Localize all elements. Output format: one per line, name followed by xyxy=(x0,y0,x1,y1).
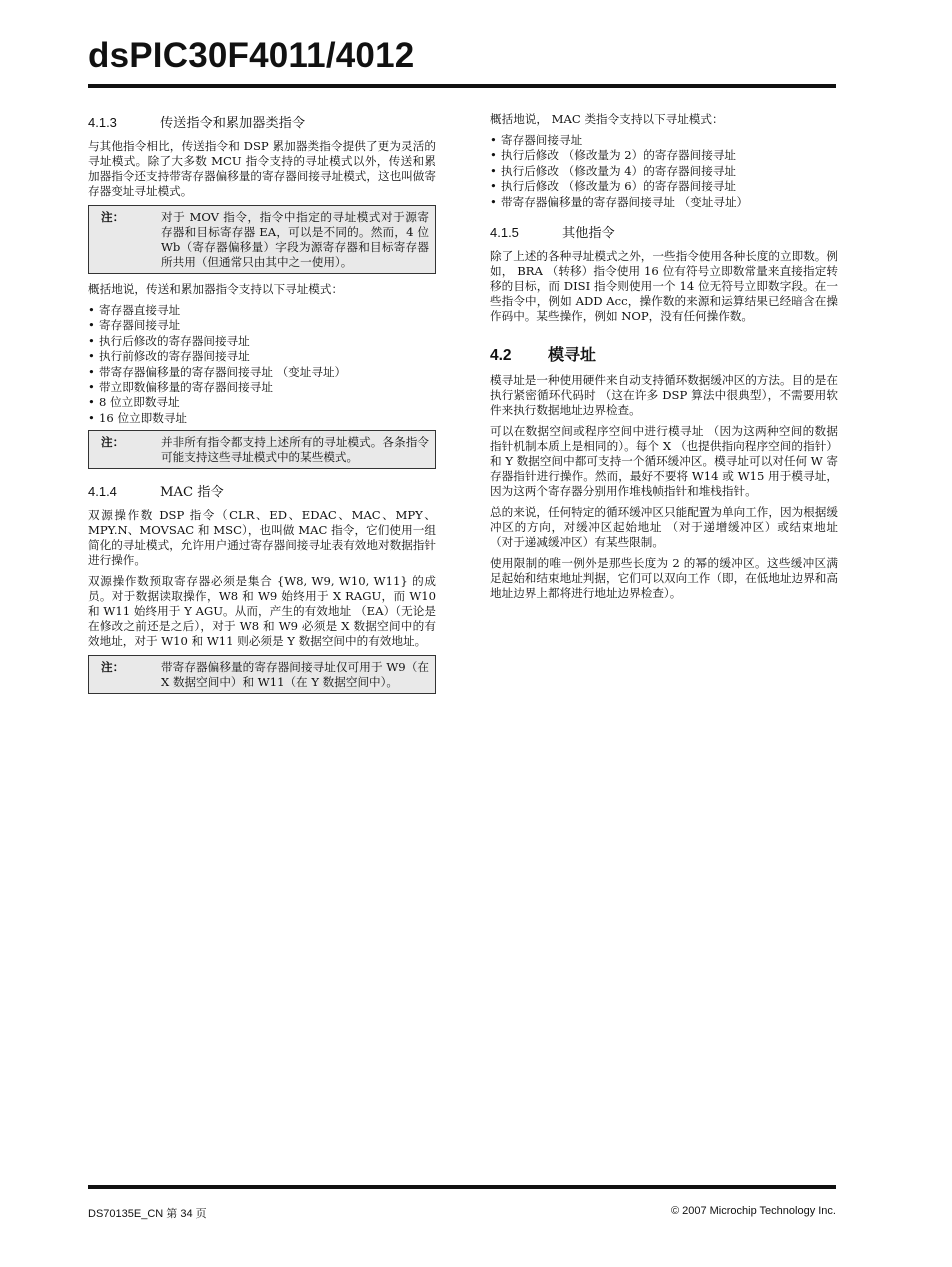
list-item: • 寄存器间接寻址 xyxy=(88,318,436,333)
list-item: • 带寄存器偏移量的寄存器间接寻址 （变址寻址） xyxy=(88,365,436,380)
paragraph: 概括地说，传送和累加器指令支持以下寻址模式： xyxy=(88,282,344,296)
note-label: 注： xyxy=(101,210,125,224)
title-rule xyxy=(88,84,836,88)
paragraph: 模寻址是一种使用硬件来自动支持循环数据缓冲区的方法。目的是在执行紧密循环代码时 （这在许多 DSP 算法中很典型），不需要用软件来执行数据地址边界检查。 xyxy=(490,373,838,418)
note-box xyxy=(88,655,436,694)
section-number: 4.1.4 xyxy=(88,484,117,500)
section-title: MAC 指令 xyxy=(160,485,224,501)
section-4-1-5-heading xyxy=(490,222,838,241)
footer-rule xyxy=(88,1185,836,1189)
note-text: 并非所有指令都支持上述所有的寻址模式。各条指令可能支持这些寻址模式中的某些模式。 xyxy=(161,435,429,465)
list-item: • 16 位立即数寻址 xyxy=(88,411,436,426)
list-item: • 8 位立即数寻址 xyxy=(88,395,436,410)
section-4-2-heading xyxy=(490,342,838,365)
paragraph: 双源操作数预取寄存器必须是集合 {W8, W9, W10, W11} 的成员。对于数据读取操作，W8 和 W9 始终用于 X RAGU，而 W10 和 W11 始终用于 Y AGU。从而，产生的有效地址 （EA）（无论是在修改之前还是之后），对于 W8 和 W9 必须是 X 数据空间中的有效地址，对于 W10 和 W11 则必须是 Y 数据空间中的有效地址。 xyxy=(88,574,436,649)
section-title: 其他指令 xyxy=(562,226,615,242)
paragraph: 总的来说，任何特定的循环缓冲区只能配置为单向工作，因为根据缓冲区的方向，对缓冲区起始地址 （对于递增缓冲区）或结束地址 （对于递减缓冲区）有某些限制。 xyxy=(490,505,838,550)
paragraph: 与其他指令相比，传送指令和 DSP 累加器类指令提供了更为灵活的寻址模式。除了大多数 MCU 指令支持的寻址模式以外，传送和累加器指令还支持带寄存器偏移量的寄存器间接寻址模式，这也叫做寄存器变址寻址模式。 xyxy=(88,139,436,198)
note-text: 对于 MOV 指令，指令中指定的寻址模式对于源寄存器和目标寄存器 EA，可以是不同的。然而，4 位 Wb（寄存器偏移量）字段为源寄存器和目标寄存器所共用（但通常只由其中之一使用）。 xyxy=(161,210,429,269)
list-item: • 带立即数偏移量的寄存器间接寻址 xyxy=(88,380,436,395)
note-label: 注： xyxy=(101,435,125,450)
list-item: • 寄存器间接寻址 xyxy=(490,133,838,148)
section-4-1-3-heading xyxy=(88,112,436,131)
footer-copyright: © 2007 Microchip Technology Inc. xyxy=(670,1205,836,1217)
document-title: dsPIC30F4011/4012 xyxy=(88,36,415,75)
section-4-1-4-heading xyxy=(88,481,436,500)
mac-addressing-mode-list xyxy=(490,133,838,210)
paragraph: 除了上述的各种寻址模式之外，一些指令使用各种长度的立即数。例如， BRA （转移）指令使用 16 位有符号立即数常量来直接指定转移的目标，而 DISI 指令则使用一个 14 位无符号立即数字段。在一些指令中，例如 ADD Acc，操作数的来源和运算结果已经暗含在操作码中。某些操作，例如 NOP，没有任何操作数。 xyxy=(490,249,838,324)
note-text: 带寄存器偏移量的寄存器间接寻址仅可用于 W9（在 X 数据空间中）和 W11（在 Y 数据空间中）。 xyxy=(161,660,429,690)
section-number: 4.1.3 xyxy=(88,115,117,130)
right-column xyxy=(490,112,838,607)
list-item: • 执行后修改的寄存器间接寻址 xyxy=(88,334,436,349)
paragraph: 可以在数据空间或程序空间中进行模寻址 （因为这两种空间的数据指针机制本质上是相同的）。每个 X （也提供指向程序空间的指针）和 Y 数据空间中都可支持一个循环缓冲区。模寻址可以对任何 W 寄存器指针进行操作。然而，最好不要将 W14 或 W15 用于模寻址，因为这两个寄存器分别用作堆栈帧指针和堆栈指针。 xyxy=(490,424,838,499)
list-item: • 执行后修改 （修改量为 4）的寄存器间接寻址 xyxy=(490,164,838,179)
list-item: • 带寄存器偏移量的寄存器间接寻址 （变址寻址） xyxy=(490,195,838,210)
list-item: • 执行后修改 （修改量为 6）的寄存器间接寻址 xyxy=(490,179,838,194)
left-column xyxy=(88,112,436,702)
list-item: • 寄存器直接寻址 xyxy=(88,303,436,318)
section-title: 模寻址 xyxy=(548,345,597,365)
paragraph: 使用限制的唯一例外是那些长度为 2 的幂的缓冲区。这些缓冲区满足起始和结束地址判据，它们可以双向工作（即，在低地址边界和高地址边界上都将进行地址边界检查）。 xyxy=(490,556,838,601)
section-title: 传送指令和累加器类指令 xyxy=(160,116,306,131)
section-number: 4.1.5 xyxy=(490,225,519,241)
footer-doc-id: DS70135E_CN 第 34 页 xyxy=(88,1208,207,1220)
section-number: 4.2 xyxy=(490,347,512,365)
paragraph: 双源操作数 DSP 指令（CLR、ED、EDAC、MAC、MPY、MPY.N、MOVSAC 和 MSC），也叫做 MAC 指令，它们使用一组简化的寻址模式，允许用户通过寄存器间接寻址表有效地对数据指针进行操作。 xyxy=(88,508,436,568)
paragraph: 概括地说， MAC 类指令支持以下寻址模式： xyxy=(490,112,724,126)
note-box xyxy=(88,430,436,469)
list-item: • 执行后修改 （修改量为 2）的寄存器间接寻址 xyxy=(490,148,838,163)
list-item: • 执行前修改的寄存器间接寻址 xyxy=(88,349,436,364)
note-label: 注： xyxy=(101,660,125,675)
addressing-mode-list xyxy=(88,303,436,426)
note-box xyxy=(88,205,436,274)
